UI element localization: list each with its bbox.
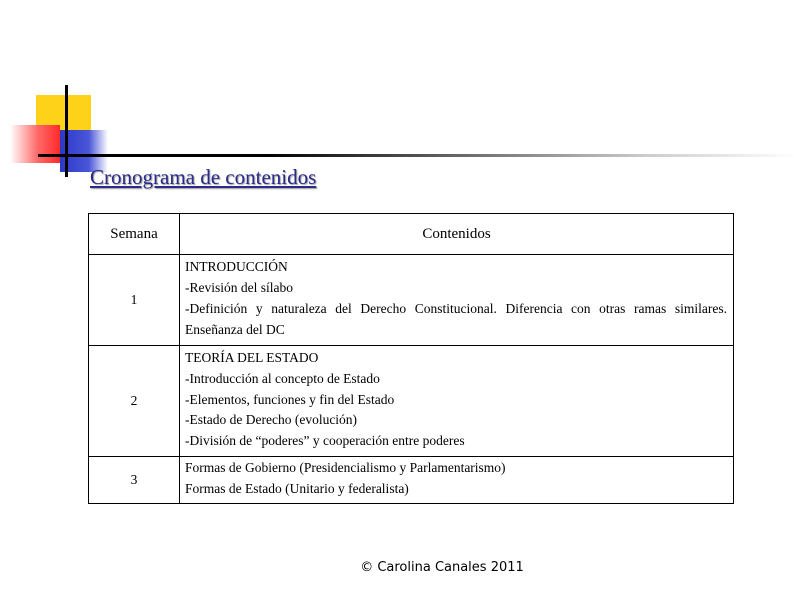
content-line: -Elementos, funciones y fin del Estado	[185, 391, 395, 407]
content-line: -Estado de Derecho (evolución)	[185, 412, 358, 428]
week-contents	[180, 255, 734, 346]
red-square-shape	[10, 125, 60, 163]
week-contents	[180, 346, 734, 457]
table-row	[89, 346, 734, 457]
week-contents	[180, 457, 734, 504]
copyright-footer: © Carolina Canales 2011	[360, 560, 524, 575]
slide-title: Cronograma de contenidos	[90, 165, 317, 189]
content-line: -Revisión del sílabo	[185, 280, 293, 296]
content-line: -Introducción al concepto de Estado	[185, 370, 380, 386]
content-line: -Definición y naturaleza del Derecho Constitucional. Diferencia con otras ramas similares. Enseñanza del DC	[185, 301, 727, 337]
horizontal-rule	[38, 154, 794, 157]
header-week: Semana	[89, 214, 180, 255]
table-row	[89, 255, 734, 346]
vertical-rule	[65, 85, 68, 177]
table-row	[89, 457, 734, 504]
header-contents: Contenidos	[180, 214, 734, 255]
week-number: 2	[89, 346, 180, 457]
content-schedule-table	[88, 213, 734, 504]
content-line: Formas de Gobierno (Presidencialismo y Parlamentarismo)	[185, 460, 506, 475]
table-header-row	[89, 214, 734, 255]
content-line: TEORÍA DEL ESTADO	[185, 350, 319, 365]
content-line: -División de “poderes” y cooperación entre poderes	[185, 433, 465, 449]
content-line: INTRODUCCIÓN	[185, 259, 288, 275]
week-number: 1	[89, 255, 180, 346]
week-number: 3	[89, 457, 180, 504]
content-line: Formas de Estado (Unitario y federalista)	[185, 480, 409, 496]
